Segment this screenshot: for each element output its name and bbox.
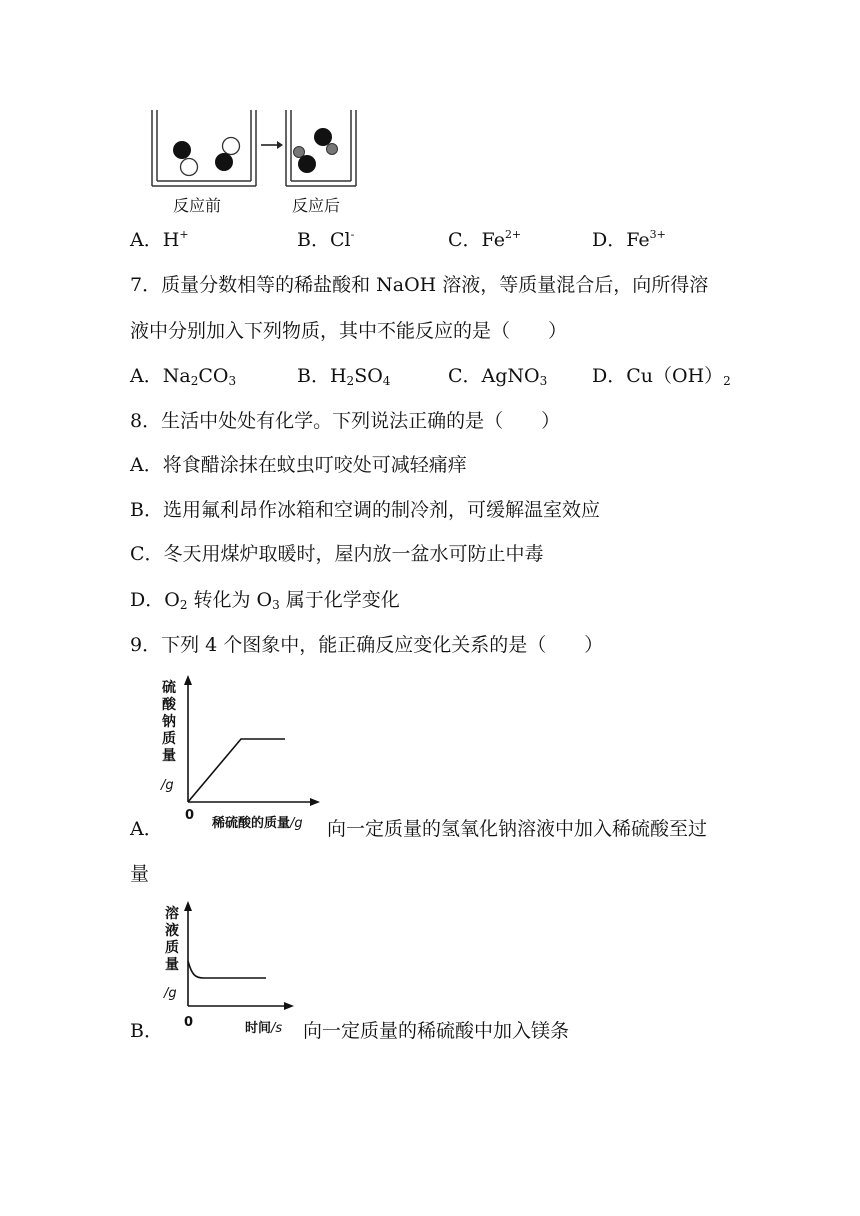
graph-b-origin: 0 (184, 1015, 194, 1030)
black-particle (215, 153, 233, 171)
q7-option-c[interactable]: C．AgNO$_3$ (448, 365, 548, 388)
q8-option-c[interactable]: C．冬天用煤炉取暖时，屋内放一盆水可防止中毒 (130, 543, 544, 565)
graph-a-axes (180, 672, 330, 812)
reaction-arrow (261, 141, 283, 149)
black-particle (173, 141, 191, 159)
label-before: 反应前 (173, 196, 222, 215)
graph-a-ylabel: 硫 酸 钠 质 量 (162, 680, 176, 764)
q9-option-a-letter[interactable]: A． (130, 818, 163, 840)
q9-option-b-letter[interactable]: B． (130, 1020, 163, 1042)
q7-stem-line2: 液中分别加入下列物质，其中不能反应的是（ ） (130, 320, 568, 342)
q7-stem-line1: 7．质量分数相等的稀盐酸和 NaOH 溶液，等质量混合后，向所得溶 (130, 274, 709, 296)
graph-b-yunit: /g (164, 986, 177, 1001)
graph-a-curve (188, 739, 285, 802)
white-particle (181, 159, 198, 176)
q6-option-c[interactable]: C．$Fe^{2+}$ (448, 228, 522, 251)
beaker-before (152, 110, 256, 186)
graph-a-origin: 0 (185, 808, 195, 823)
label-after: 反应后 (292, 196, 341, 215)
q9-option-a-text-cont: 量 (130, 863, 150, 885)
q6-option-a[interactable]: A．H+ (130, 228, 189, 251)
q9-option-b-text: 向一定质量的稀硫酸中加入镁条 (303, 1020, 570, 1042)
q8-stem: 8．生活中处处有化学。下列说法正确的是（ ） (130, 410, 561, 432)
q6-option-d[interactable]: D．$Fe^{3+}$ (592, 228, 666, 251)
q8-option-b[interactable]: B．选用氟利昂作冰箱和空调的制冷剂，可缓解温室效应 (130, 499, 600, 521)
reaction-beakers-figure (140, 104, 380, 196)
graph-a-yunit: /g (161, 778, 174, 793)
q8-option-a[interactable]: A．将食醋涂抹在蚊虫叮咬处可减轻痛痒 (130, 454, 467, 476)
black-particle (298, 155, 316, 173)
graph-b-curve (188, 961, 266, 978)
q9-option-a-text: 向一定质量的氢氧化钠溶液中加入稀硫酸至过 (327, 818, 708, 840)
q7-option-d[interactable]: D．$Cu(OH)_2$ (592, 365, 731, 388)
graph-a-xlabel: 稀硫酸的质量/g (212, 816, 303, 831)
graph-b-xlabel: 时间/s (245, 1021, 283, 1036)
gray-particle (327, 144, 338, 155)
graph-b-axes (182, 898, 302, 1013)
q7-option-a[interactable]: A．$Na_2CO_3$ (130, 365, 237, 388)
q6-option-b[interactable]: B．Cl- (297, 228, 355, 251)
beaker-after (286, 110, 356, 186)
gray-particle (294, 147, 305, 158)
graph-b-ylabel: 溶 液 质 量 (165, 906, 179, 973)
white-particle (223, 138, 240, 155)
q9-stem: 9．下列 4 个图象中，能正确反应变化关系的是（ ） (130, 634, 604, 656)
q7-option-b[interactable]: B．$H_2SO_4$ (297, 365, 391, 388)
q8-option-d[interactable]: D．$O_2$ 转化为 $O_3$ 属于化学变化 (130, 589, 400, 612)
black-particle (314, 128, 332, 146)
